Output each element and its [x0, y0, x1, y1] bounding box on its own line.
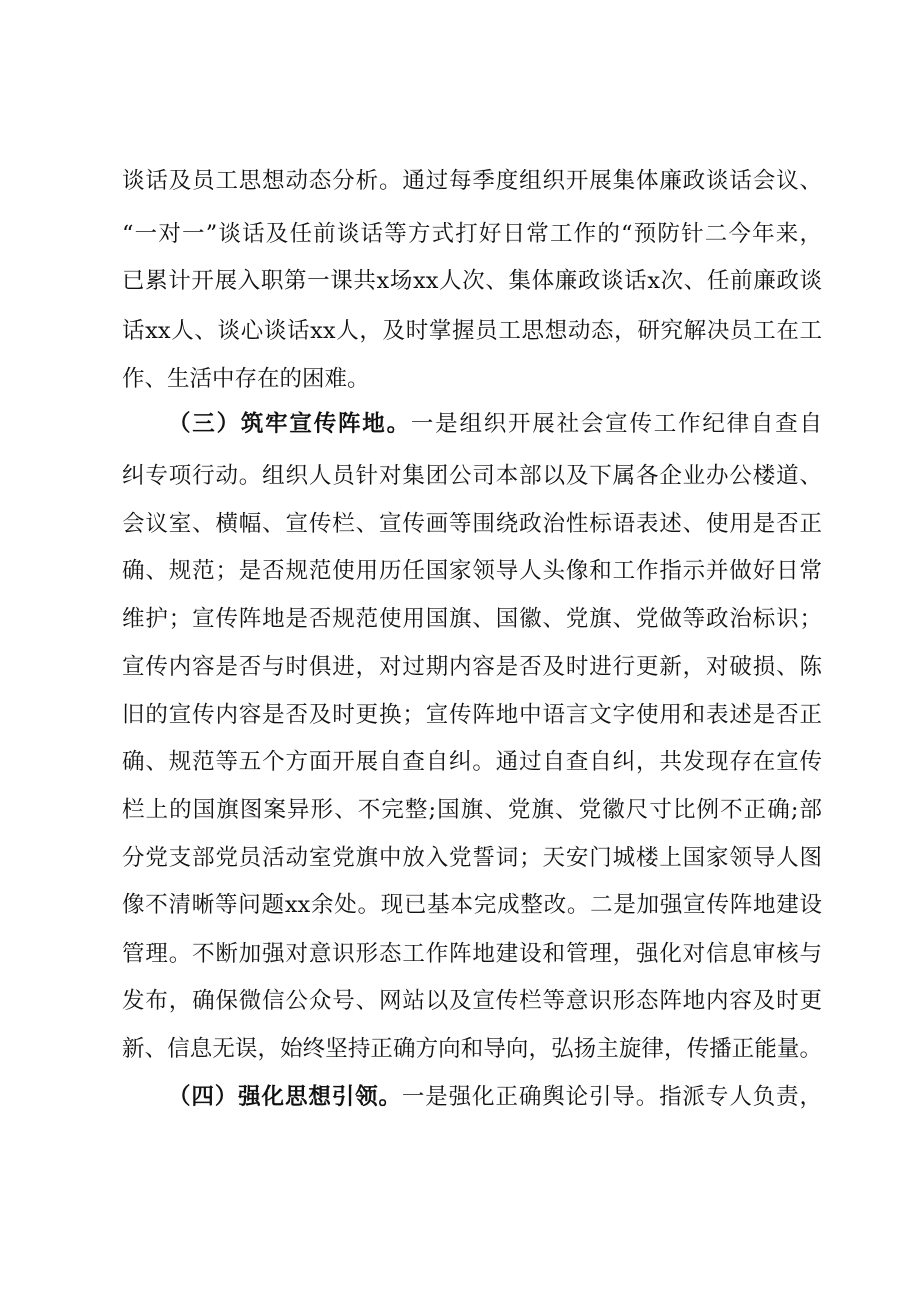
paragraph-line-16 — [122, 881, 822, 929]
text-run: 一是组织开展社会宣传工作纪律自查自 — [410, 411, 822, 437]
paragraph-line-5 — [122, 355, 822, 403]
paragraph-line-1 — [122, 157, 822, 205]
paragraph-line-7 — [122, 452, 822, 500]
section-heading: （四）强化思想引领。 — [168, 1084, 402, 1110]
text-run: 已累计开展入职第一课共x场xx人次、集体廉政谈话x次、任前廉政谈 — [122, 268, 822, 294]
text-run: 纠专项行动。组织人员针对集团公司本部以及下属各企业办公楼道、 — [122, 463, 822, 489]
paragraph-line-8 — [122, 500, 822, 548]
text-run: 分党支部党员活动室党旗中放入党誓词；天安门城楼上国家领导人图 — [122, 845, 822, 871]
text-run: 管理。不断加强对意识形态工作阵地建设和管理，强化对信息审核与 — [122, 941, 822, 967]
section-heading: （三）筑牢宣传阵地。 — [168, 411, 411, 437]
paragraph-line-12 — [122, 691, 822, 739]
paragraph-line-2 — [122, 210, 822, 258]
text-run: 像不清晰等问题xx余处。现已基本完成整改。二是加强宣传阵地建设 — [122, 892, 822, 918]
text-run: 作、生活中存在的困难。 — [122, 366, 370, 392]
text-run: 栏上的国旗图案异形、不完整;国旗、党旗、党徽尺寸比例不正确;部 — [122, 797, 822, 823]
text-run: 维护；宣传阵地是否规范使用国旗、国徽、党旗、党做等政治标识； — [122, 606, 822, 632]
paragraph-line-13 — [122, 738, 822, 786]
paragraph-line-18 — [122, 977, 822, 1025]
text-run: 发布，确保微信公众号、网站以及宣传栏等意识形态阵地内容及时更 — [122, 988, 822, 1014]
section-heading-line-3 — [168, 400, 822, 448]
text-run: 新、信息无误，始终坚持正确方向和导向，弘扬主旋律，传播正能量。 — [122, 1036, 822, 1062]
text-run: 一是强化正确舆论引导。指派专人负责， — [401, 1084, 822, 1110]
paragraph-line-14 — [122, 786, 822, 834]
paragraph-line-15 — [122, 834, 822, 882]
text-run: 宣传内容是否与时俱进，对过期内容是否及时进行更新，对破损、陈 — [122, 654, 822, 680]
paragraph-line-4 — [122, 307, 822, 355]
text-run: “一对一”谈话及任前谈话等方式打好日常工作的“预防针二今年来， — [122, 221, 822, 247]
paragraph-line-11 — [122, 643, 822, 691]
text-run: 话xx人、谈心谈话xx人，及时掌握员工思想动态，研究解决员工在工 — [122, 318, 822, 344]
paragraph-line-3 — [122, 257, 822, 305]
text-run: 谈话及员工思想动态分析。通过每季度组织开展集体廉政谈话会议、 — [122, 168, 822, 194]
paragraph-line-19 — [122, 1025, 822, 1073]
section-heading-line-4 — [168, 1073, 822, 1121]
text-run: 会议室、横幅、宣传栏、宣传画等围绕政治性标语表述、使用是否正 — [122, 511, 822, 537]
text-run: 旧的宣传内容是否及时更换；宣传阵地中语言文字使用和表述是否正 — [122, 702, 822, 728]
paragraph-line-9 — [122, 547, 822, 595]
paragraph-line-10 — [122, 595, 822, 643]
text-run: 确、规范等五个方面开展自查自纠。通过自查自纠，共发现存在宣传 — [122, 749, 822, 775]
paragraph-line-17 — [122, 930, 822, 978]
text-run: 确、规范；是否规范使用历任国家领导人头像和工作指示并做好日常 — [122, 558, 822, 584]
